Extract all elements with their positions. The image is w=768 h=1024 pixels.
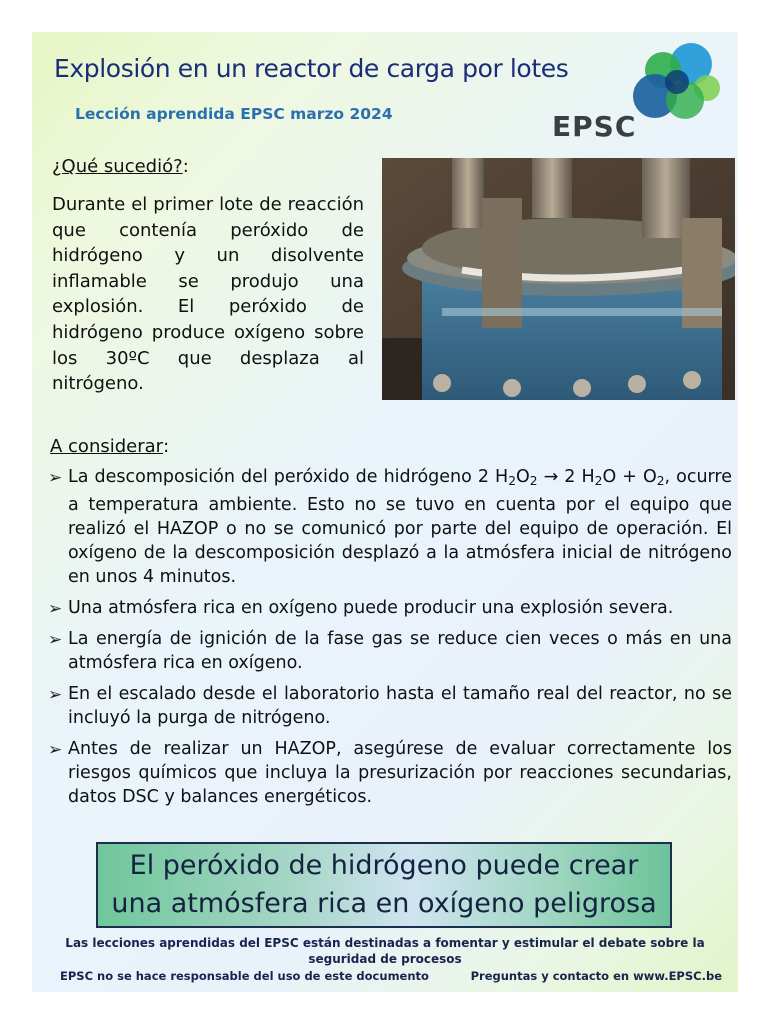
consider-item-2-text: Una atmósfera rica en oxígeno puede producir una explosión severa.	[68, 598, 674, 619]
bullet-arrow-icon: ➢	[48, 685, 63, 706]
consider-item-2	[46, 596, 732, 620]
formula-subscript: 2	[656, 474, 665, 489]
bullet-arrow-icon: ➢	[48, 599, 63, 620]
bullet-arrow-icon: ➢	[48, 468, 63, 488]
reactor-photo	[382, 158, 735, 400]
consider-item-3	[46, 627, 732, 675]
consider-heading	[50, 436, 169, 457]
formula-part: La descomposición del peróxido de hidrógeno 2 H	[68, 467, 509, 487]
key-message-line-1: El peróxido de hidrógeno puede crear	[129, 850, 639, 881]
formula-part: O + O	[602, 467, 657, 487]
what-happened-body: Durante el primer lote de reacción que contenía peróxido de hidrógeno y un disolvente inflamable se produjo una explosión. El peróxido de hidrógeno produce oxígeno sobre los 30ºC que desplaza al nitrógeno.	[52, 194, 364, 395]
epsc-logo-icon	[627, 40, 727, 130]
footer-responsibility: EPSC no se hace responsable del uso de este documento	[60, 969, 429, 983]
consider-item-4-text: En el escalado desde el laboratorio hasta el tamaño real del reactor, no se incluyó la purga de nitrógeno.	[68, 684, 732, 729]
formula-subscript: 2	[508, 474, 516, 489]
reactor-photo-image	[382, 158, 735, 400]
page-title: Explosión en un reactor de carga por lotes	[54, 54, 569, 83]
consider-item-5-text: Antes de realizar un HAZOP, asegúrese de evaluar correctamente los riesgos químicos que incluya la presurización por reacciones secundarias, datos DSC y balances energéticos.	[68, 739, 732, 808]
key-message-line-2: una atmósfera rica en oxígeno peligrosa	[111, 888, 657, 919]
consider-heading-text: A considerar	[50, 436, 164, 457]
consider-item-5	[46, 737, 732, 809]
bullet-arrow-icon: ➢	[48, 740, 63, 761]
key-message	[111, 847, 656, 923]
what-happened-heading	[52, 156, 189, 177]
lesson-sheet	[32, 32, 738, 992]
consider-item-4	[46, 682, 732, 730]
consider-item-1-text	[68, 467, 732, 587]
consider-list	[46, 465, 732, 816]
epsc-logo-text: EPSC	[552, 110, 637, 143]
key-message-box	[96, 842, 672, 928]
formula-part: , ocurre a temperatura ambiente. Esto no se tuvo en cuenta por el equipo que realizó el HAZOP o no se comunicó por parte del equipo de operación. El oxígeno de la descomposición desplazó a la atmósfera inicial de nitrógeno en unos 4 minutos.	[68, 467, 732, 588]
formula-subscript: 2	[529, 474, 538, 489]
consider-item-3-text: La energía de ignición de la fase gas se reduce cien veces o más en una atmósfera rica en oxígeno.	[68, 629, 732, 674]
page-subtitle: Lección aprendida EPSC marzo 2024	[75, 105, 393, 123]
bullet-arrow-icon: ➢	[48, 630, 63, 651]
formula-part: → 2 H	[537, 467, 595, 487]
footer-disclaimer: Las lecciones aprendidas del EPSC están destinadas a fomentar y estimular el debate sobre la seguridad de procesos	[65, 936, 705, 966]
what-happened-heading-colon: :	[182, 156, 189, 177]
consider-item-1	[46, 465, 732, 589]
formula-part: O	[516, 467, 530, 487]
what-happened-heading-text: ¿Qué sucedió?	[52, 156, 183, 177]
formula-subscript: 2	[594, 474, 603, 489]
consider-heading-colon: :	[163, 436, 170, 457]
footer-contact: Preguntas y contacto en www.EPSC.be	[470, 969, 722, 983]
